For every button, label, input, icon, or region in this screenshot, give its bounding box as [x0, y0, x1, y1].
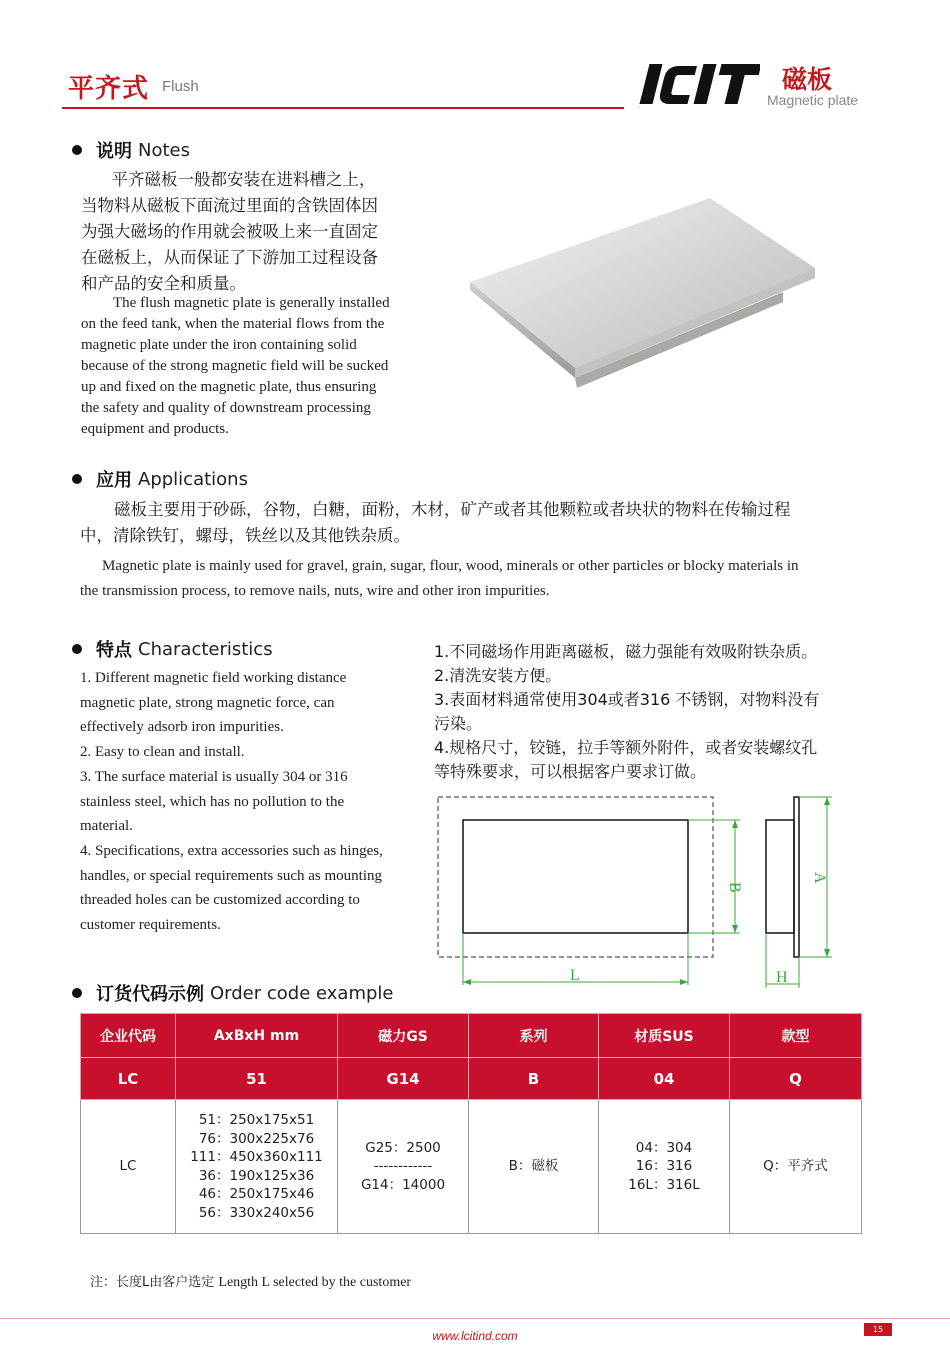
- characteristics-cn-line: 3.表面材料通常使用304或者316 不锈钢，对物料没有: [434, 690, 820, 709]
- applications-en-line: Magnetic plate is mainly used for gravel, grain, sugar, flour, wood, minerals or other particles or blocky materials in: [102, 558, 799, 574]
- characteristics-en-line: customer requirements.: [80, 917, 221, 934]
- dim-label-h: H: [776, 969, 788, 986]
- applications-cn-line: 中，清除铁钉，螺母，铁丝以及其他铁杂质。: [80, 526, 410, 545]
- detail-series-cell: B：磁板: [469, 1100, 599, 1234]
- characteristics-heading: [72, 636, 273, 662]
- notes-cn-line: 平齐磁板一般都安装在进料槽之上，: [95, 170, 376, 189]
- magnetic-plate-image: [465, 190, 825, 400]
- order-heading-en: Order code example: [210, 982, 394, 1004]
- notes-en-line: on the feed tank, when the material flows from the: [81, 316, 385, 332]
- size-option: 56：330x240x56: [198, 1204, 315, 1221]
- notes-en-line: magnetic plate under the iron containing solid: [81, 337, 357, 353]
- size-option: 36：190x125x36: [198, 1167, 315, 1184]
- footer-divider: [0, 1318, 950, 1319]
- footnote-cn: 注：长度L由客户选定: [90, 1275, 215, 1290]
- detail-material-cell: [599, 1100, 730, 1234]
- characteristics-en-line: 4. Specifications, extra accessories such as hinges,: [80, 842, 383, 859]
- code-cell: 51: [176, 1058, 338, 1100]
- notes-cn-line: 在磁板上，从而保证了下游加工过程设备: [81, 248, 378, 267]
- detail-sizes-cell: [176, 1100, 338, 1234]
- column-header: 磁力GS: [338, 1014, 469, 1058]
- notes-en-line: The flush magnetic plate is generally installed: [113, 295, 390, 311]
- applications-en-paragraph: [80, 554, 860, 604]
- characteristics-en-line: handles, or special requirements such as mounting: [80, 867, 383, 884]
- column-header: 系列: [469, 1014, 599, 1058]
- notes-cn-line: 和产品的安全和质量。: [81, 274, 246, 293]
- footnote-en: Length L selected by the customer: [218, 1275, 412, 1290]
- notes-en-line: because of the strong magnetic field will be sucked: [81, 358, 389, 374]
- detail-gauss-cell: [338, 1100, 469, 1234]
- characteristics-cn-list: [434, 640, 864, 784]
- detail-company-cell: LC: [81, 1100, 176, 1234]
- applications-cn-paragraph: [80, 497, 860, 549]
- characteristics-en-line: 2. Easy to clean and install.: [80, 744, 245, 761]
- gauss-divider: ------------: [373, 1158, 433, 1175]
- notes-en-line: the safety and quality of downstream processing: [81, 400, 371, 416]
- characteristics-cn-line: 2.清洗安装方便。: [434, 666, 562, 685]
- characteristics-en-line: 1. Different magnetic field working distance: [80, 670, 347, 686]
- applications-heading-en: Applications: [138, 468, 248, 490]
- column-header: AxBxH mm: [176, 1014, 338, 1058]
- characteristics-en-line: 3. The surface material is usually 304 or 316: [80, 768, 348, 785]
- lcit-logo: [636, 62, 760, 110]
- size-option: 76：300x225x76: [198, 1130, 315, 1147]
- applications-en-line: the transmission process, to remove nails, nuts, wire and other iron impurities.: [80, 583, 550, 599]
- characteristics-heading-cn: 特点: [96, 640, 132, 661]
- characteristics-cn-line: 污染。: [434, 714, 483, 733]
- notes-en-line: equipment and products.: [81, 421, 229, 437]
- characteristics-en-list: [80, 666, 410, 938]
- page-number: 15: [864, 1323, 892, 1336]
- material-option: 16：316: [635, 1158, 693, 1175]
- bullet-icon: [72, 474, 82, 484]
- characteristics-en-line: effectively adsorb iron impurities.: [80, 719, 284, 736]
- header-divider: [62, 107, 624, 109]
- characteristics-en-line: magnetic plate, strong magnetic force, can: [80, 694, 335, 711]
- bullet-icon: [72, 145, 82, 155]
- gauss-option: G14：14000: [360, 1176, 446, 1193]
- column-header: 款型: [730, 1014, 862, 1058]
- applications-heading: [72, 466, 248, 492]
- gauss-option: G25：2500: [365, 1139, 441, 1156]
- website-link[interactable]: www.lcitind.com: [432, 1329, 518, 1343]
- code-cell: Q: [730, 1058, 862, 1100]
- code-cell: G14: [338, 1058, 469, 1100]
- table-header-row: [81, 1014, 862, 1058]
- notes-en-line: up and fixed on the magnetic plate, thus ensuring: [81, 379, 377, 395]
- size-option: 111：450x360x111: [190, 1149, 323, 1165]
- notes-cn-line: 为强大磁场的作用就会被吸上来一直固定: [81, 222, 378, 241]
- characteristics-cn-line: 4.规格尺寸，铰链，拉手等额外附件，或者安装螺纹孔: [434, 738, 818, 757]
- applications-heading-cn: 应用: [96, 470, 132, 491]
- svg-text:LCIT: LCIT: [638, 108, 641, 109]
- dim-label-b: B: [726, 882, 743, 893]
- dim-label-a: A: [811, 872, 828, 884]
- characteristics-en-line: threaded holes can be customized according to: [80, 892, 360, 909]
- table-detail-row: [81, 1100, 862, 1234]
- notes-cn-line: 当物料从磁板下面流过里面的含铁固体因: [81, 196, 378, 215]
- size-option: 51：250x175x51: [198, 1112, 315, 1128]
- characteristics-cn-line: 1.不同磁场作用距离磁板，磁力强能有效吸附铁杂质。: [434, 642, 818, 661]
- bullet-icon: [72, 644, 82, 654]
- product-title: 磁板: [782, 65, 833, 94]
- page-subtitle: Flush: [162, 78, 199, 95]
- characteristics-heading-en: Characteristics: [138, 638, 273, 660]
- notes-en-paragraph: [81, 293, 421, 440]
- characteristics-cn-line: 等特殊要求，可以根据客户要求订做。: [434, 762, 707, 781]
- table-code-row: [81, 1058, 862, 1100]
- column-header: 企业代码: [81, 1014, 176, 1058]
- notes-heading: [72, 137, 190, 163]
- material-option: 16L：316L: [628, 1176, 700, 1193]
- characteristics-en-line: material.: [80, 818, 133, 835]
- characteristics-en-line: stainless steel, which has no pollution to the: [80, 793, 345, 810]
- product-subtitle: Magnetic plate: [767, 92, 859, 108]
- order-heading-cn: 订货代码示例: [96, 984, 204, 1005]
- notes-heading-cn: 说明: [96, 141, 132, 162]
- footnote: [90, 1271, 411, 1291]
- size-option: 46：250x175x46: [198, 1186, 315, 1202]
- code-cell: LC: [81, 1058, 176, 1100]
- order-code-table: [80, 1013, 862, 1234]
- notes-cn-paragraph: [81, 167, 411, 297]
- page-title: 平齐式: [68, 74, 150, 104]
- applications-cn-line: 磁板主要用于砂砾，谷物，白糖，面粉，木材，矿产或者其他颗粒或者块状的物料在传输过程: [114, 500, 791, 519]
- bullet-icon: [72, 988, 82, 998]
- dim-label-l: L: [570, 967, 580, 984]
- code-cell: 04: [599, 1058, 730, 1100]
- notes-heading-en: Notes: [138, 139, 190, 161]
- dimension-drawing: [430, 790, 850, 990]
- order-heading: [72, 980, 393, 1006]
- material-option: 04：304: [635, 1139, 693, 1156]
- detail-style-cell: Q：平齐式: [730, 1100, 862, 1234]
- code-cell: B: [469, 1058, 599, 1100]
- column-header: 材质SUS: [599, 1014, 730, 1058]
